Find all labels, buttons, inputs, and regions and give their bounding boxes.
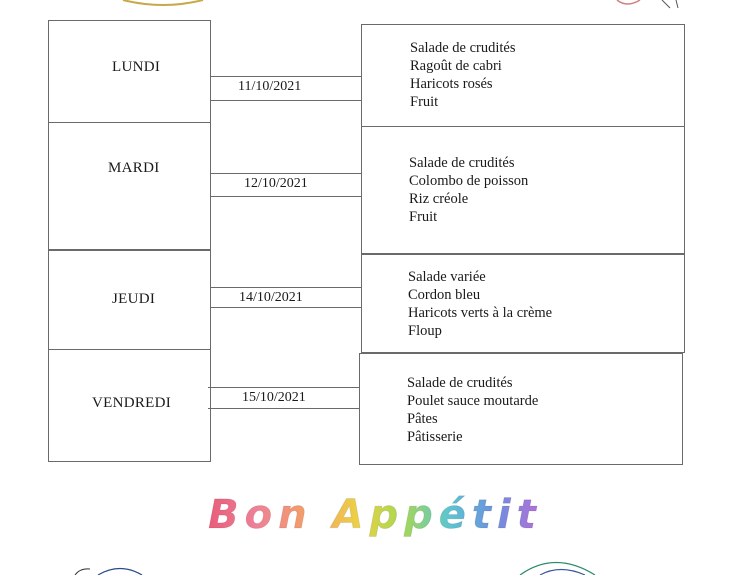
day-label-jeudi: JEUDI xyxy=(112,291,156,307)
menu-item: Salade de crudités xyxy=(410,40,516,56)
connector-lundi-lower xyxy=(211,100,361,101)
date-label-jeudi: 14/10/2021 xyxy=(239,290,303,305)
menu-item: Riz créole xyxy=(409,191,469,207)
menu-item: Pâtes xyxy=(407,411,438,427)
top-right-logo-fragment xyxy=(612,0,692,10)
menu-list-jeudi xyxy=(408,268,552,340)
connector-vendredi xyxy=(208,387,360,388)
date-label-mardi: 12/10/2021 xyxy=(244,176,308,191)
menu-list-mardi xyxy=(409,154,528,226)
bon-appetit-text: Bon Appétit xyxy=(208,492,542,538)
day-label-vendredi: VENDREDI xyxy=(92,395,172,411)
date-label-vendredi: 15/10/2021 xyxy=(242,390,306,405)
menu-item: Haricots rosés xyxy=(410,76,493,92)
menu-item: Fruit xyxy=(410,94,439,110)
menu-item: Colombo de poisson xyxy=(409,173,529,189)
menu-list-lundi xyxy=(410,39,516,111)
menu-item: Salade de crudités xyxy=(407,375,513,391)
menu-item: Ragoût de cabri xyxy=(410,58,502,74)
connector-jeudi xyxy=(211,287,361,288)
bottom-right-logo-fragment xyxy=(515,556,605,575)
bottom-left-logo-fragment xyxy=(70,566,150,575)
menu-list-vendredi xyxy=(407,374,538,446)
connector-jeudi-lower xyxy=(211,307,361,308)
connector-lundi xyxy=(211,76,361,77)
menu-item: Cordon bleu xyxy=(408,287,481,303)
menu-item: Haricots verts à la crème xyxy=(408,305,553,321)
connector-vendredi-lower xyxy=(208,408,360,409)
connector-mardi-lower xyxy=(211,196,361,197)
date-label-lundi: 11/10/2021 xyxy=(238,79,302,94)
bon-appetit-title xyxy=(160,484,590,544)
top-left-logo-fragment xyxy=(118,0,208,8)
day-label-lundi: LUNDI xyxy=(112,59,161,75)
connector-mardi xyxy=(211,173,361,174)
menu-item: Salade variée xyxy=(408,269,486,285)
day-box-mardi xyxy=(48,122,211,250)
menu-item: Floup xyxy=(408,323,442,339)
menu-item: Fruit xyxy=(409,209,438,225)
day-label-mardi: MARDI xyxy=(108,160,160,176)
menu-item: Salade de crudités xyxy=(409,155,515,171)
menu-item: Pâtisserie xyxy=(407,429,463,445)
menu-item: Poulet sauce moutarde xyxy=(407,393,539,409)
